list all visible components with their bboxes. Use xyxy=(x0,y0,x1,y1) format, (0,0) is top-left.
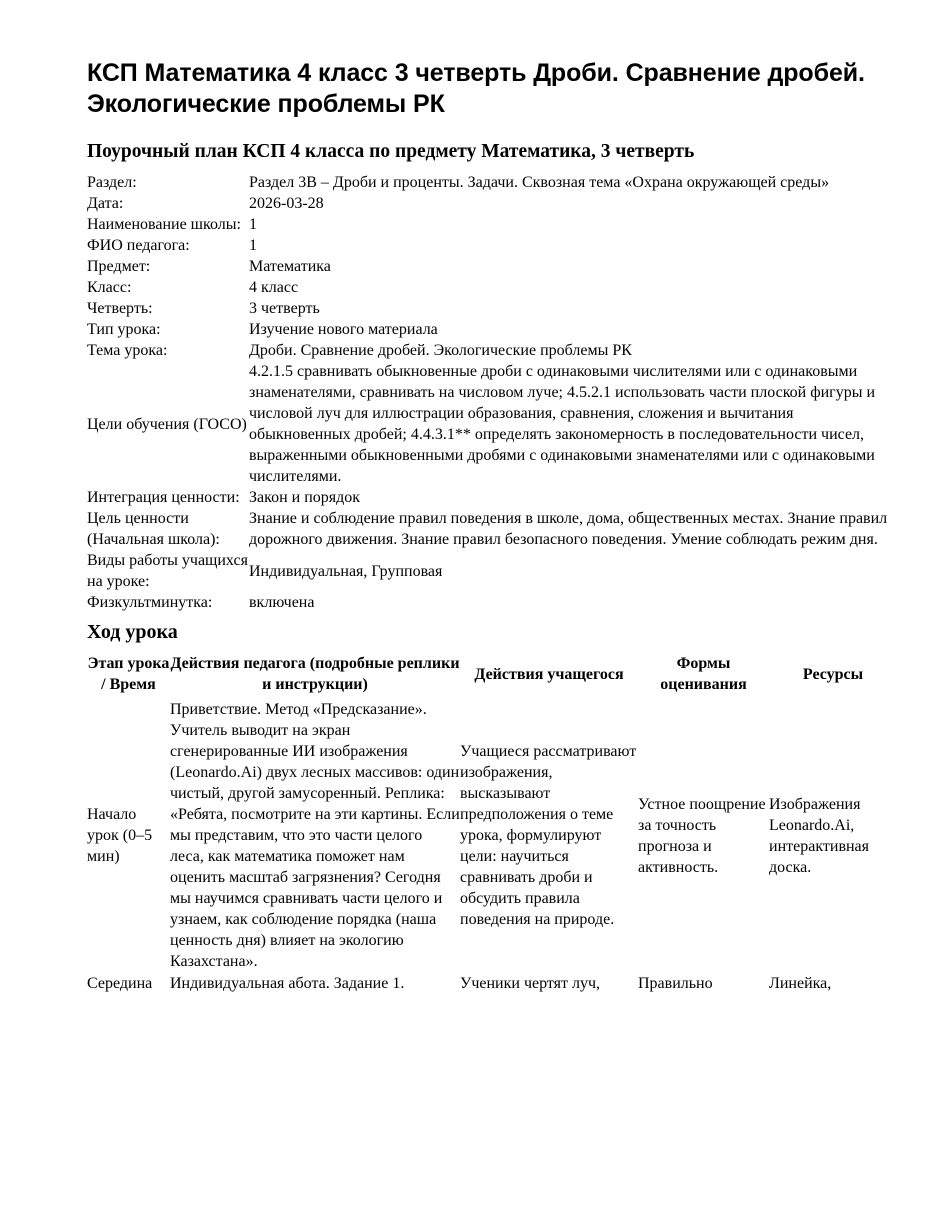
info-row xyxy=(87,550,897,592)
column-header-assessment: Формы оценивания xyxy=(660,655,747,693)
info-value: 2026-03-28 xyxy=(249,195,324,212)
document-page xyxy=(87,58,897,994)
column-header-stage: Этап урока / Время xyxy=(87,655,170,693)
table-row xyxy=(87,972,897,994)
info-label: Интеграция ценности: xyxy=(87,489,240,506)
info-label: Четверть: xyxy=(87,300,153,317)
document-subtitle: Поурочный план КСП 4 класса по предмету Математика, 3 четверть xyxy=(87,141,695,162)
info-table xyxy=(87,172,897,613)
table-row xyxy=(87,699,897,972)
info-value: Знание и соблюдение правил поведения в школе, дома, общественных местах. Знание правил дорожного движения. Знание правил безопасного поведения. Умение соблюдать режим дня. xyxy=(249,510,888,548)
info-row xyxy=(87,592,897,613)
info-row xyxy=(87,172,897,193)
column-header-resources: Ресурсы xyxy=(802,665,864,683)
info-label: Дата: xyxy=(87,195,124,212)
table-cell-teacher-actions: Приветствие. Метод «Предсказание». Учитель выводит на экран сгенерированные ИИ изображения (Leonardo.Ai) двух лесных массивов: один чистый, другой замусоренный. Реплика: «Ребята, посмотрите на эти картины. Если мы представим, что это части целого леса, как математика поможет нам оценить масштаб загрязнения? Сегодня мы научимся сравнивать части целого и узнаем, как соблюдение порядка (наша ценность дня) влияет на экологию Казахстана». xyxy=(170,701,460,970)
info-label: ФИО педагога: xyxy=(87,237,190,254)
column-header-student-actions: Действия учащегося xyxy=(474,665,624,683)
document-title: КСП Математика 4 класс 3 четверть Дроби. Сравнение дробей. Экологические проблемы РК xyxy=(87,59,865,118)
info-value: включена xyxy=(249,594,315,611)
table-cell-resources: Изображения Leonardo.Ai, интерактивная доска. xyxy=(769,795,870,876)
table-cell-resources: Линейка, xyxy=(769,975,832,992)
info-label: Виды работы учащихся на уроке: xyxy=(87,552,248,590)
info-row xyxy=(87,256,897,277)
lesson-header-row xyxy=(87,651,897,699)
info-label: Тема урока: xyxy=(87,342,168,359)
info-label: Наименование школы: xyxy=(87,216,241,233)
lesson-heading: Ход урока xyxy=(87,621,178,643)
info-value: 4 класс xyxy=(249,279,299,296)
info-row xyxy=(87,319,897,340)
info-value: Раздел 3В – Дроби и проценты. Задачи. Сквозная тема «Охрана окружающей среды» xyxy=(249,174,830,191)
info-row xyxy=(87,340,897,361)
column-header-teacher-actions: Действия педагога (подробные реплики и инструкции) xyxy=(170,655,460,693)
table-cell-student-actions: Ученики чертят луч, xyxy=(460,975,601,992)
lesson-table xyxy=(87,651,897,994)
info-row xyxy=(87,508,897,550)
info-value: 4.2.1.5 сравнивать обыкновенные дроби с одинаковыми числителями или с одинаковыми знаменателями, сравнивать на числовом луче; 4.5.2.1 использовать части плоской фигуры и числовой луч для иллюстрации образования, сравнения, сложения и вычитания обыкновенных дробей; 4.4.3.1** определять закономерность в последовательности чисел, выраженными обыкновенными дробями с одинаковыми знаменателями или с одинаковыми числителями. xyxy=(249,363,876,485)
info-row xyxy=(87,214,897,235)
info-row xyxy=(87,277,897,298)
info-row xyxy=(87,235,897,256)
info-row xyxy=(87,298,897,319)
table-cell-assessment: Устное поощрение за точность прогноза и активность. xyxy=(638,795,766,876)
table-cell-assessment: Правильно xyxy=(638,975,713,992)
info-label: Цель ценности (Начальная школа): xyxy=(87,510,220,548)
table-cell-stage: Середина xyxy=(87,975,153,992)
info-label: Раздел: xyxy=(87,174,137,191)
info-value: Закон и порядок xyxy=(249,489,361,506)
info-value: 3 четверть xyxy=(249,300,320,317)
info-value: Математика xyxy=(249,258,331,275)
info-label: Тип урока: xyxy=(87,321,161,338)
info-value: 1 xyxy=(249,216,257,233)
info-label: Цели обучения (ГОСО) xyxy=(87,415,247,433)
info-value: 1 xyxy=(249,237,257,254)
info-label: Физкультминутка: xyxy=(87,594,213,611)
info-value: Индивидуальная, Групповая xyxy=(249,562,443,580)
info-value: Изучение нового материала xyxy=(249,321,438,338)
table-cell-teacher-actions: Индивидуальная абота. Задание 1. xyxy=(170,975,405,992)
table-cell-student-actions: Учащиеся рассматривают изображения, высказывают предположения о теме урока, формулируют цели: научиться сравнивать дроби и обсудить правила поведения на природе. xyxy=(460,743,637,928)
info-label: Предмет: xyxy=(87,258,151,275)
info-row xyxy=(87,193,897,214)
info-value: Дроби. Сравнение дробей. Экологические проблемы РК xyxy=(249,342,632,359)
table-cell-stage: Начало урок (0–5 мин) xyxy=(87,806,153,865)
info-label: Класс: xyxy=(87,279,132,296)
info-row xyxy=(87,361,897,487)
info-row xyxy=(87,487,897,508)
